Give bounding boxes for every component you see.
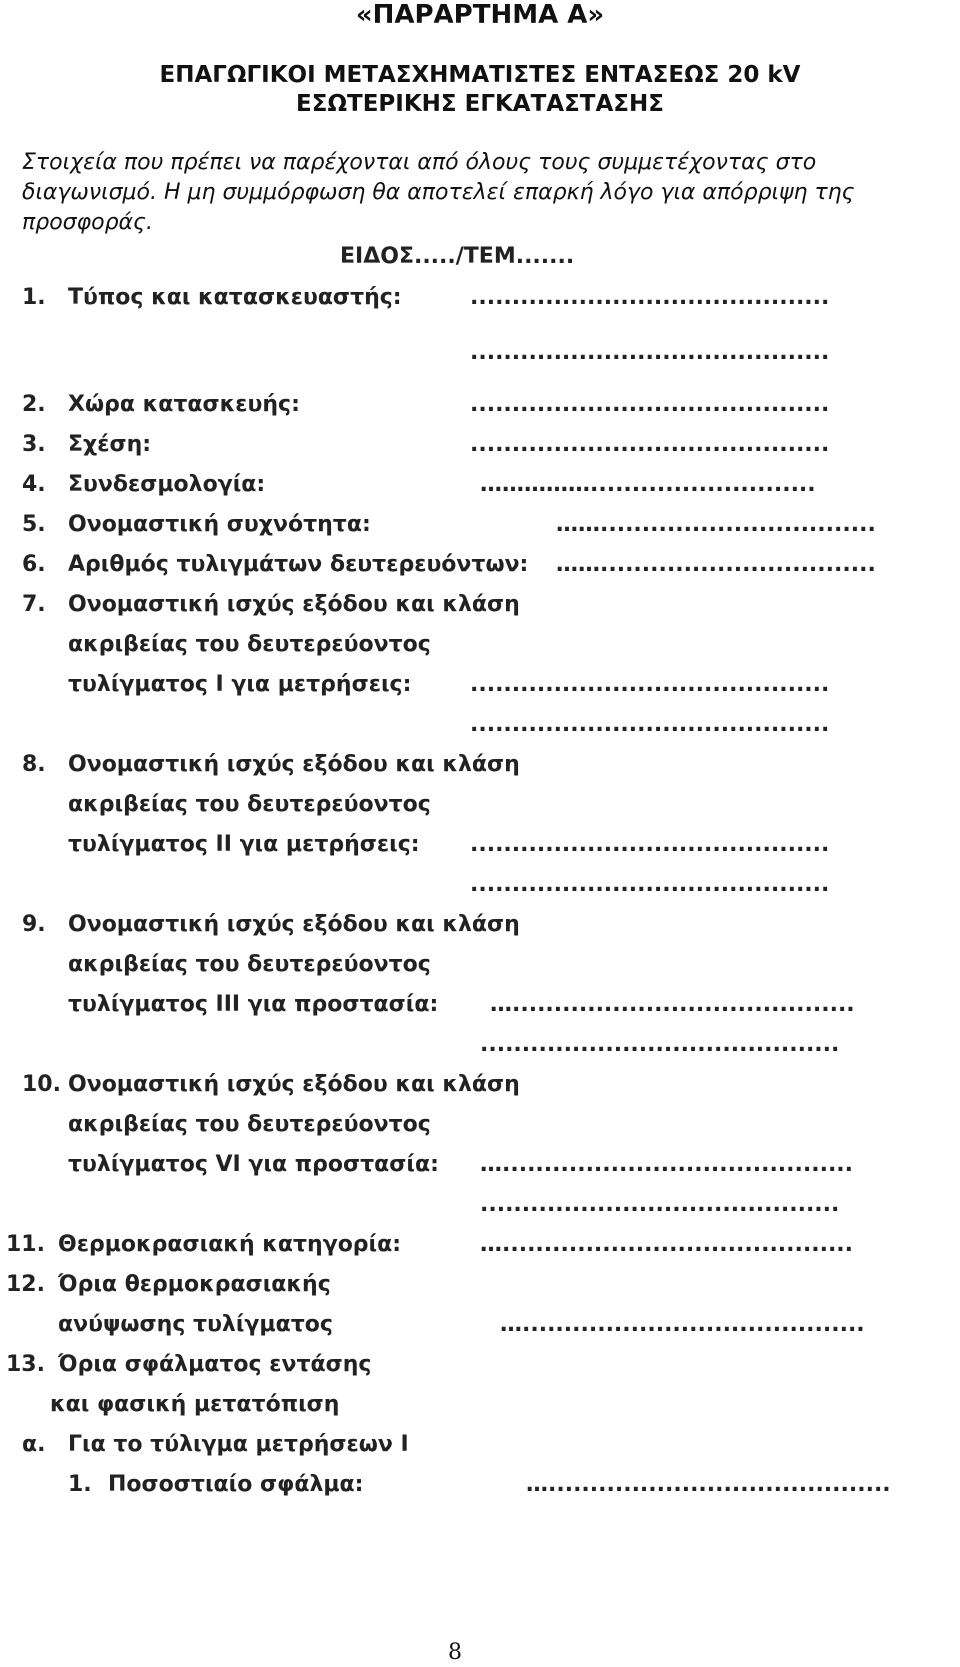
- subfield-a1-blank[interactable]: ….........................................: [526, 1472, 891, 1497]
- field-1-blank[interactable]: ...........................................: [470, 285, 830, 310]
- field-9-blank[interactable]: ….........................................: [490, 992, 855, 1017]
- field-7-blank-2[interactable]: ...........................................: [470, 712, 830, 737]
- field-12-label-line-2: ανύψωσης τυλίγματος: [58, 1312, 333, 1337]
- field-6-blank[interactable]: …….................................: [556, 552, 876, 577]
- field-4-label: 4. Συνδεσμολογία:: [22, 472, 266, 497]
- field-3-blank[interactable]: ...........................................: [470, 432, 830, 457]
- subsection-a-label: α. Για το τύλιγμα μετρήσεων Ι: [22, 1432, 409, 1457]
- subfield-a1-label: 1. Ποσοστιαίο σφάλμα:: [68, 1472, 364, 1497]
- field-10-blank-2[interactable]: ...........................................: [480, 1192, 840, 1217]
- field-9-label-line-3: τυλίγματος ΙΙΙ για προστασία:: [68, 992, 439, 1017]
- field-7-label-line-2: ακριβείας του δευτερεύοντος: [68, 632, 431, 657]
- field-8-label: 8. Ονομαστική ισχύς εξόδου και κλάση: [22, 752, 520, 777]
- field-4-blank[interactable]: ……………...........................: [480, 472, 816, 497]
- field-2-label: 2. Χώρα κατασκευής:: [22, 392, 300, 417]
- intro-line-3: προσφοράς.: [22, 210, 153, 235]
- field-7-label-line-3: τυλίγματος Ι για μετρήσεις:: [68, 672, 412, 697]
- field-1-blank-2[interactable]: ...........................................: [470, 340, 830, 365]
- item-type-quantity-label: ΕΙΔΟΣ...../ΤΕΜ.......: [340, 244, 575, 269]
- field-10-label-line-3: τυλίγματος VI για προστασία:: [68, 1152, 439, 1177]
- field-11-blank[interactable]: …..........................................: [480, 1232, 854, 1257]
- field-9-label-line-2: ακριβείας του δευτερεύοντος: [68, 952, 431, 977]
- field-11-label: 11. Θερμοκρασιακή κατηγορία:: [6, 1232, 402, 1257]
- field-6-label: 6. Αριθμός τυλιγμάτων δευτερευόντων:: [22, 552, 529, 577]
- field-8-label-line-3: τυλίγματος ΙΙ για μετρήσεις:: [68, 832, 420, 857]
- intro-line-1: Στοιχεία που πρέπει να παρέχονται από όλους τους συμμετέχοντας στο: [22, 150, 817, 175]
- intro-line-2: διαγωνισμό. Η μη συμμόρφωση θα αποτελεί επαρκή λόγο για απόρριψη της: [22, 180, 855, 205]
- field-10-label-line-2: ακριβείας του δευτερεύοντος: [68, 1112, 431, 1137]
- page-number: 8: [448, 1640, 462, 1665]
- page-title: «ΠΑΡΑΡΤΗΜΑ Α»: [355, 0, 605, 30]
- field-10-blank[interactable]: …..........................................: [480, 1152, 854, 1177]
- heading-line-2: ΕΣΩΤΕΡΙΚΗΣ ΕΓΚΑΤΑΣΤΑΣΗΣ: [296, 91, 664, 117]
- field-10-label: 10. Ονομαστική ισχύς εξόδου και κλάση: [22, 1072, 520, 1097]
- field-7-blank[interactable]: ...........................................: [470, 672, 830, 697]
- field-12-blank[interactable]: ….........................................: [500, 1312, 865, 1337]
- field-12-label: 12. Όρια θερμοκρασιακής: [6, 1272, 331, 1297]
- field-9-label: 9. Ονομαστική ισχύς εξόδου και κλάση: [22, 912, 520, 937]
- field-13-label: 13. Όρια σφάλματος εντάσης: [6, 1352, 372, 1377]
- field-2-blank[interactable]: ...........................................: [470, 392, 830, 417]
- field-3-label: 3. Σχέση:: [22, 432, 152, 457]
- field-8-label-line-2: ακριβείας του δευτερεύοντος: [68, 792, 431, 817]
- field-13-label-line-2: και φασική μετατόπιση: [50, 1392, 340, 1417]
- field-5-label: 5. Ονομαστική συχνότητα:: [22, 512, 371, 537]
- field-1-label: 1. Τύπος και κατασκευαστής:: [22, 285, 402, 310]
- field-5-blank[interactable]: …….................................: [556, 512, 876, 537]
- field-9-blank-2[interactable]: ...........................................: [480, 1032, 840, 1057]
- field-7-label: 7. Ονομαστική ισχύς εξόδου και κλάση: [22, 592, 520, 617]
- field-8-blank[interactable]: ...........................................: [470, 832, 830, 857]
- heading-line-1: ΕΠΑΓΩΓΙΚΟΙ ΜΕΤΑΣΧΗΜΑΤΙΣΤΕΣ ΕΝΤΑΣΕΩΣ 20 kV: [159, 62, 801, 88]
- field-8-blank-2[interactable]: ...........................................: [470, 872, 830, 897]
